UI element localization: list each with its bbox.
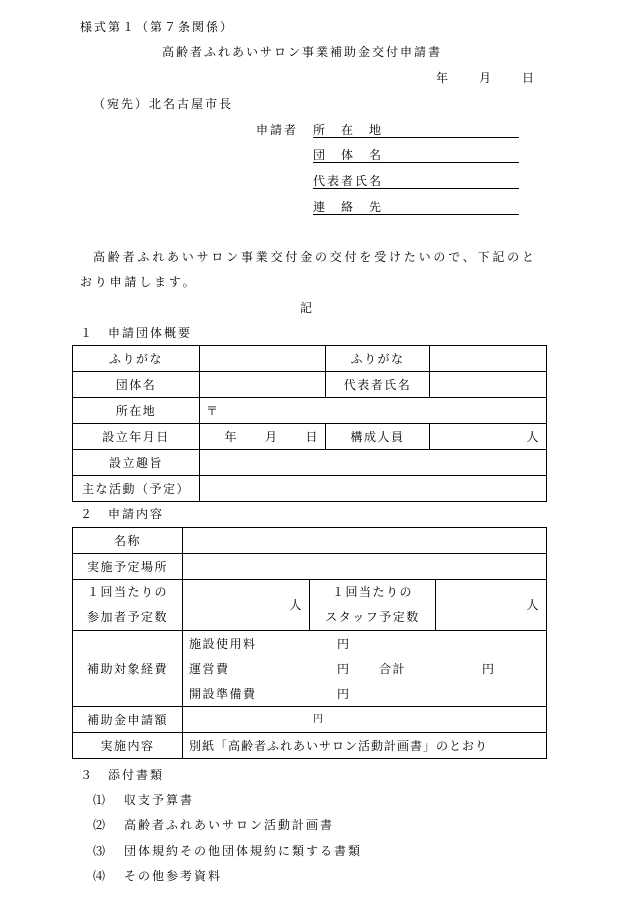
- address-label: 所在地: [73, 398, 200, 424]
- participants-label-line-2: 参加者予定数: [86, 610, 168, 624]
- group-name-label: 団体名: [73, 372, 200, 398]
- expense-total-yen: 円: [482, 661, 496, 676]
- contact-field-line[interactable]: [313, 200, 519, 215]
- intro-line-2: おり申請します。: [80, 275, 198, 289]
- purpose-cell[interactable]: [200, 450, 547, 476]
- venue-cell[interactable]: [183, 554, 547, 580]
- expenses-cell[interactable]: [183, 631, 547, 707]
- contact-field-label: 連 絡 先: [313, 200, 384, 214]
- furigana-cell-2[interactable]: [430, 346, 547, 372]
- activities-cell[interactable]: [200, 476, 547, 502]
- group-name-cell[interactable]: [200, 372, 326, 398]
- group-name-field-line[interactable]: [313, 148, 519, 163]
- ki-label: 記: [300, 301, 313, 315]
- attachment-item-2: 高齢者ふれあいサロン活動計画書: [124, 818, 335, 832]
- applicant-label: 申請者: [256, 123, 299, 137]
- attachment-num-3: ⑶: [93, 844, 106, 858]
- members-cell[interactable]: 人: [430, 424, 547, 450]
- attachment-num-2: ⑵: [93, 818, 106, 832]
- representative-field-line[interactable]: [313, 174, 519, 189]
- furigana-label-2: ふりがな: [326, 346, 430, 372]
- members-label: 構成人員: [326, 424, 430, 450]
- address-field-line[interactable]: [313, 123, 519, 138]
- expense-row-facility: [189, 631, 540, 656]
- expense-operation-label: 運営費: [189, 661, 230, 676]
- staff-label: [310, 580, 436, 631]
- form-number: 様式第１（第７条関係）: [80, 20, 235, 34]
- date-day-label: 日: [522, 71, 535, 85]
- expense-preparation-yen: 円: [337, 686, 351, 701]
- date-year-label: 年: [436, 71, 449, 85]
- name-cell[interactable]: [183, 528, 547, 554]
- expense-row-preparation: [189, 681, 540, 706]
- grant-amount-cell[interactable]: 円: [183, 707, 547, 733]
- activities-label: 主な活動（予定）: [73, 476, 200, 502]
- section3-heading: ３ 添付書類: [80, 768, 165, 782]
- attachment-item-1: 収支予算書: [124, 793, 195, 807]
- furigana-cell-1[interactable]: [200, 346, 326, 372]
- section2-table: [72, 527, 547, 759]
- expense-facility-yen: 円: [337, 636, 351, 651]
- rep-name-label: 代表者氏名: [326, 372, 430, 398]
- address-field-label: 所 在 地: [313, 123, 384, 137]
- section1-table: [72, 345, 547, 502]
- content-label: 実施内容: [73, 733, 183, 759]
- attachment-item-4: その他参考資料: [124, 869, 223, 883]
- content-cell: 別紙「高齢者ふれあいサロン活動計画書」のとおり: [183, 733, 547, 759]
- expenses-label: 補助対象経費: [73, 631, 183, 707]
- participants-label-line-1: １回当たりの: [86, 585, 168, 599]
- established-cell[interactable]: 年 月 日: [200, 424, 326, 450]
- attachment-num-4: ⑷: [93, 869, 106, 883]
- expense-operation-yen: 円: [337, 661, 351, 676]
- date-month-label: 月: [479, 71, 492, 85]
- furigana-label-1: ふりがな: [73, 346, 200, 372]
- expense-total-label: 合計: [379, 661, 407, 676]
- addressee: （宛先）北名古屋市長: [93, 97, 234, 111]
- attachment-num-1: ⑴: [93, 793, 106, 807]
- section1-heading: １ 申請団体概要: [80, 326, 193, 340]
- name-label: 名称: [73, 528, 183, 554]
- purpose-label: 設立趣旨: [73, 450, 200, 476]
- expense-row-operation: [189, 656, 540, 681]
- section2-heading: ２ 申請内容: [80, 507, 165, 521]
- attachment-item-3: 団体規約その他団体規約に類する書類: [124, 844, 363, 858]
- staff-label-line-1: １回当たりの: [331, 585, 413, 599]
- established-label: 設立年月日: [73, 424, 200, 450]
- staff-label-line-2: スタッフ予定数: [325, 610, 420, 624]
- venue-label: 実施予定場所: [73, 554, 183, 580]
- representative-field-label: 代表者氏名: [313, 174, 384, 188]
- address-cell[interactable]: 〒: [200, 398, 547, 424]
- intro-line-1: 高齢者ふれあいサロン事業交付金の交付を受けたいので、下記のと: [93, 250, 537, 264]
- participants-cell[interactable]: 人: [183, 580, 310, 631]
- grant-amount-label: 補助金申請額: [73, 707, 183, 733]
- group-name-field-label: 団 体 名: [313, 148, 384, 162]
- expense-preparation-label: 開設準備費: [189, 686, 257, 701]
- rep-name-cell[interactable]: [430, 372, 547, 398]
- expense-facility-label: 施設使用料: [189, 636, 257, 651]
- participants-label: [73, 580, 183, 631]
- staff-cell[interactable]: 人: [436, 580, 547, 631]
- form-title: 高齢者ふれあいサロン事業補助金交付申請書: [162, 45, 443, 59]
